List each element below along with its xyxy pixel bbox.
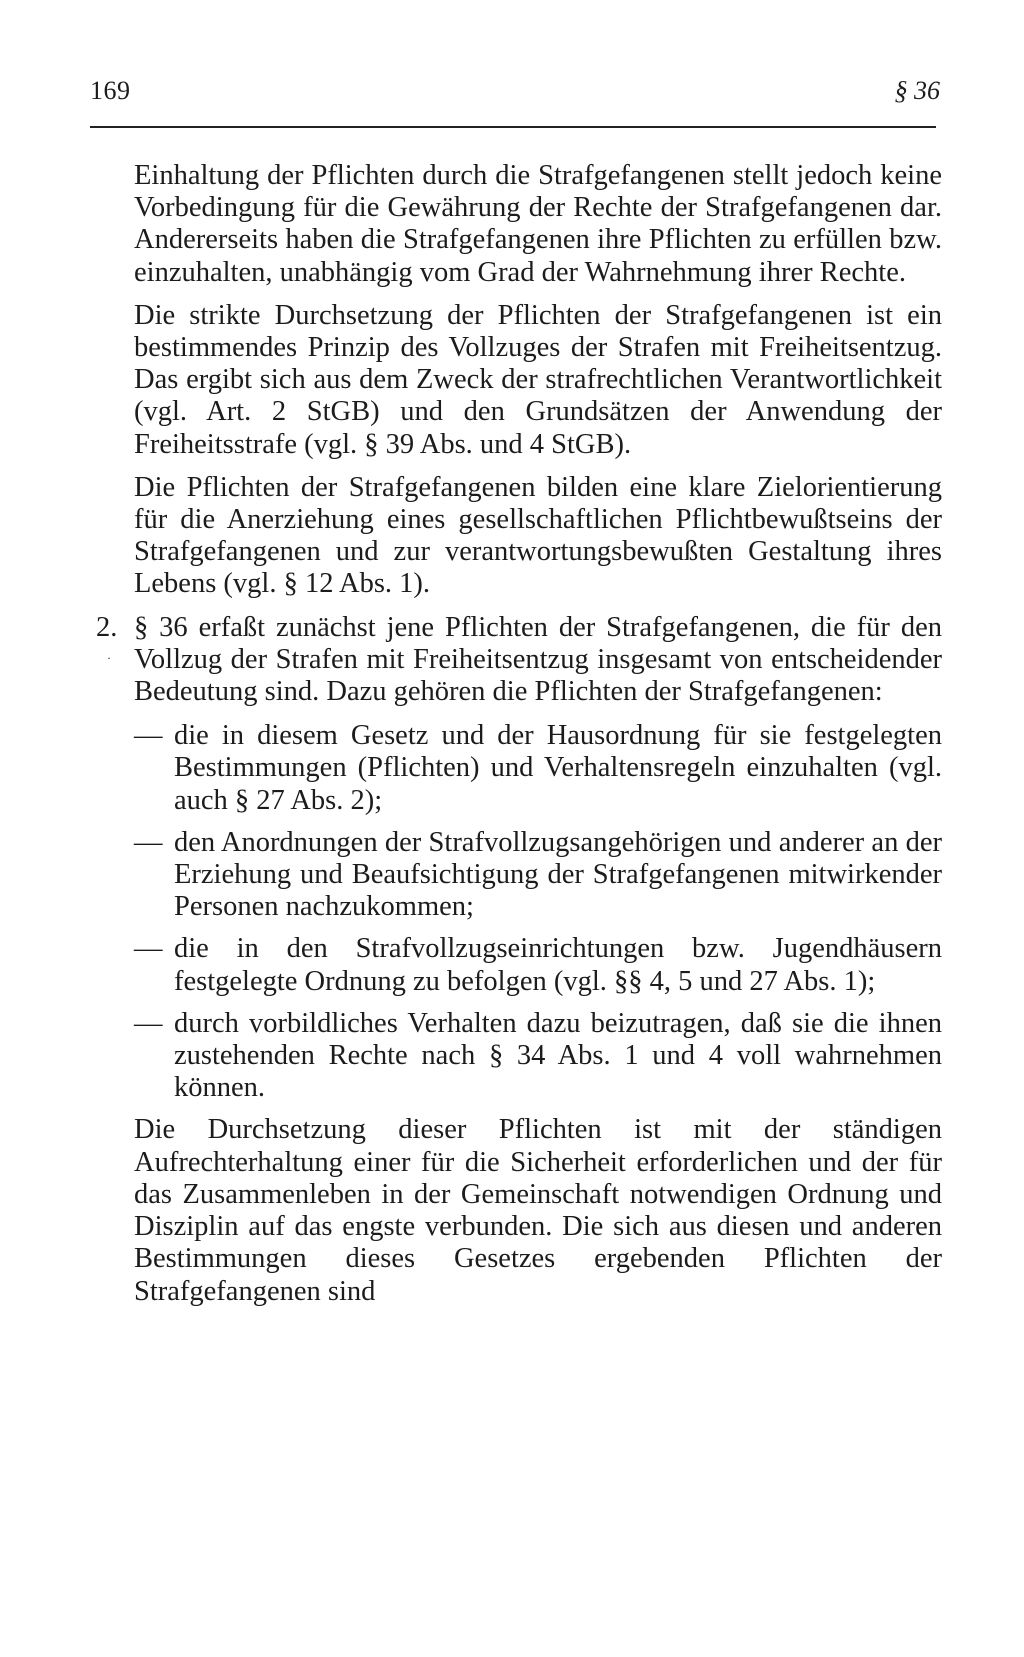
list-item-text: durch vorbildliches Verhalten dazu beizutragen, daß sie die ihnen zustehenden Rechte nach § 34 Abs. 1 und 4 voll wahrnehmen können. xyxy=(174,1007,942,1104)
dash-marker: — xyxy=(134,933,163,965)
paragraph-1: Einhaltung der Pflichten durch die Strafgefangenen stellt jedoch keine Vorbedingung für die Gewährung der Rechte der Strafgefangenen dar. Andererseits haben die Strafgefangenen ihre Pflichten zu erfüllen bzw. einzuhalten, unabhängig vom Grad der Wahrnehmung ihrer Rechte. xyxy=(134,160,942,288)
item-2-text: § 36 erfaßt zunächst jene Pflichten der Strafgefangenen, die für den Vollzug der Strafen mit Freiheitsentzug insgesamt von entscheidender Bedeutung sind. Dazu gehören die Pflichten der Strafgefangenen: xyxy=(134,611,942,708)
item-number: 2. xyxy=(96,611,118,643)
page-body xyxy=(96,160,942,1319)
section-reference: § 36 xyxy=(894,76,940,105)
closing-paragraph: Die Durchsetzung dieser Pflichten ist mit der ständigen Aufrechterhaltung einer für die Sicherheit erforderlichen und der für das Zusammenleben in der Gemeinschaft notwendigen Ordnung und Disziplin auf das engste verbunden. Die sich aus diesen und anderen Bestimmungen dieses Gesetzes ergebenden Pflichten der Strafgefangenen sind xyxy=(134,1114,942,1307)
list-item xyxy=(134,933,942,997)
numbered-item-2 xyxy=(96,611,942,709)
dash-marker: — xyxy=(134,1007,163,1039)
list-item-text: die in den Strafvollzugseinrichtungen bzw. Jugendhäusern festgelegte Ordnung zu befolgen (vgl. §§ 4, 5 und 27 Abs. 1); xyxy=(174,933,942,997)
list-item-text: den Anordnungen der Strafvollzugsangehörigen und anderer an der Erziehung und Beaufsichtigung der Strafgefangenen mitwirkender Personen nachzukommen; xyxy=(174,826,942,923)
dash-marker: — xyxy=(134,826,163,858)
duty-list xyxy=(134,720,942,1104)
paragraph-2: Die strikte Durchsetzung der Pflichten der Strafgefangenen ist ein bestimmendes Prinzip des Vollzuges der Strafen mit Freiheitsentzug. Das ergibt sich aus dem Zweck der strafrechtlichen Verantwortlichkeit (vgl. Art. 2 StGB) und den Grundsätzen der Anwendung der Freiheitsstrafe (vgl. § 39 Abs. und 4 StGB). xyxy=(134,299,942,460)
header-rule xyxy=(90,126,936,128)
list-item xyxy=(134,720,942,817)
margin-mark: · xyxy=(107,650,111,665)
list-item-text: die in diesem Gesetz und der Hausordnung für sie festgelegten Bestimmungen (Pflichten) und Verhaltensregeln einzuhalten (vgl. auch § 27 Abs. 2); xyxy=(174,720,942,816)
paragraph-3: Die Pflichten der Strafgefangenen bilden eine klare Zielorientierung für die Anerziehung eines gesellschaftlichen Pflichtbewußtseins der Strafgefangenen und zur verantwortungsbewußten Gestaltung ihres Lebens (vgl. § 12 Abs. 1). xyxy=(134,471,942,600)
page-header xyxy=(90,76,940,106)
list-item xyxy=(134,827,942,924)
dash-marker: — xyxy=(134,720,163,752)
list-item xyxy=(134,1008,942,1105)
page-number: 169 xyxy=(90,76,131,105)
